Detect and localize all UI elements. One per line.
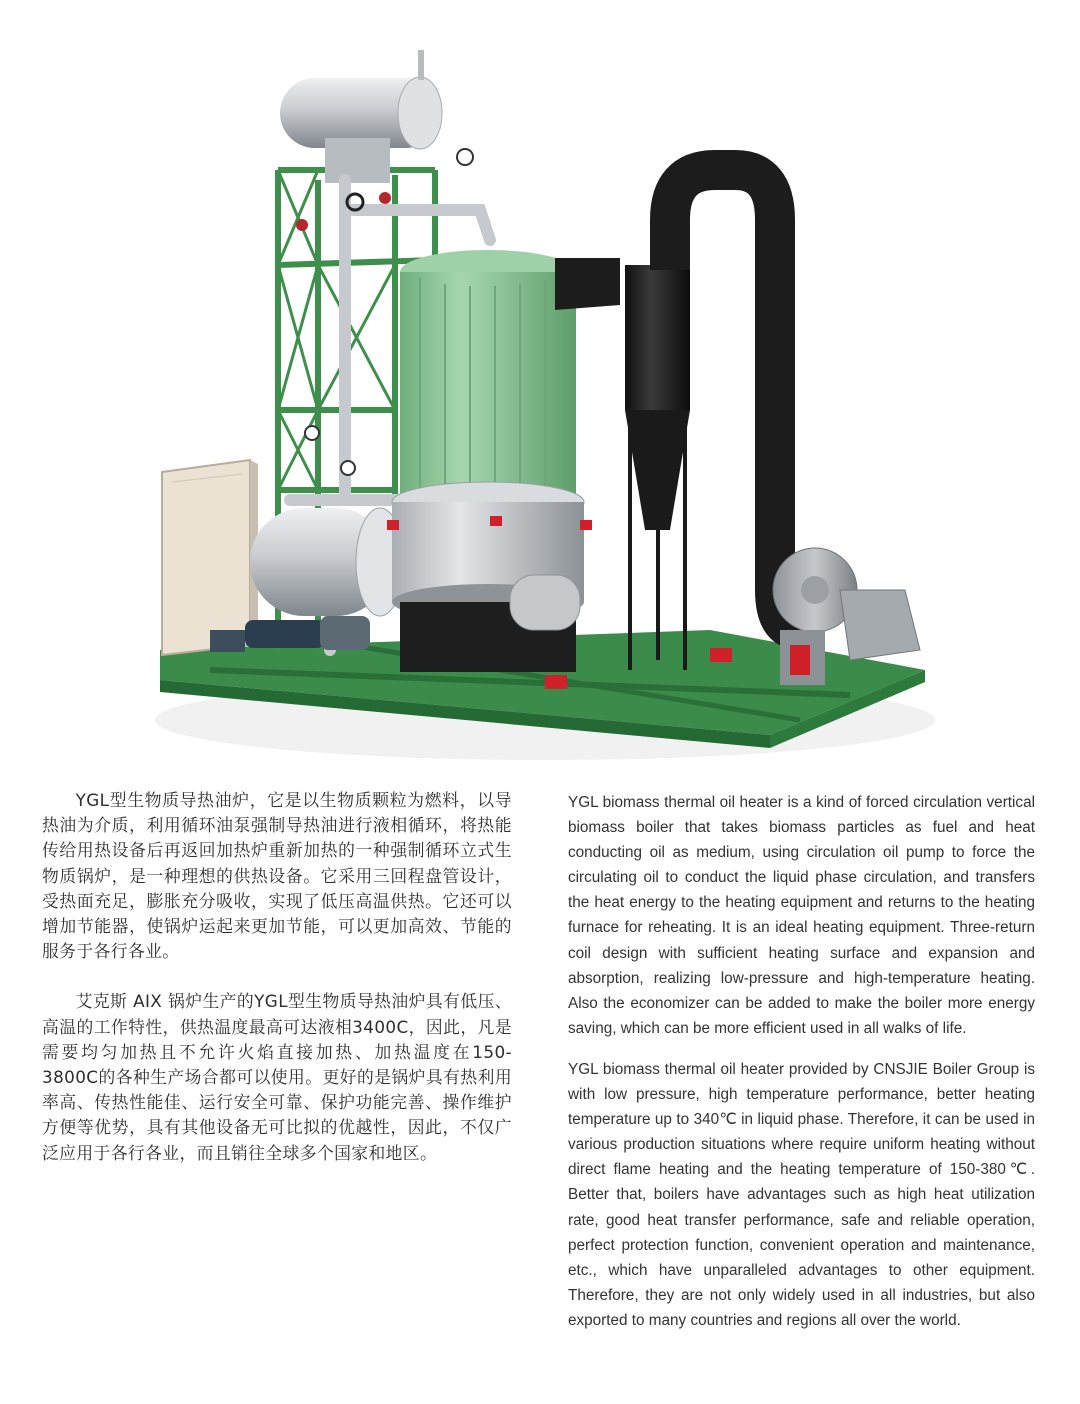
chinese-description [42,788,512,1166]
control-cabinet [162,460,258,655]
english-paragraph-1: YGL biomass thermal oil heater is a kind of forced circulation vertical biomass boiler that takes biomass particles as fuel and heat conducting oil as medium, using circulation oil pump to force the circulating oil to conduct the liquid phase circulation, and transfers the heat energy to the heating equipment and returns to the heating furnace for reheating. It is an ideal heating equipment. Three-return coil design with sufficient heating surface and expansion and absorption, realizing low-pressure and high-temperature heating. Also the economizer can be added to make the boiler more energy saving, which can be more efficient used in all walks of life. [568,794,1035,1037]
storage-tank [250,508,404,616]
english-paragraph-2: YGL biomass thermal oil heater provided by CNSJIE Boiler Group is with low pressure, high temperature performance, better heating temperature up to 340℃ in liquid phase. Therefore, it can be used in various production situations where require uniform heating without direct flame heating and the heating temperature of 150-380℃. Better that, boilers have advantages such as high heat utilization rate, good heat transfer performance, safe and reliable operation, perfect protection function, convenient operation and maintenance, etc., which have unparalleled advantages to other equipment. Therefore, they are not only widely used in all industries, but also exported to many countries and regions all over the world. [568,1060,1035,1329]
expansion-tank [280,50,442,183]
english-description [568,790,1035,1333]
boiler-product-image [150,30,940,770]
chinese-paragraph-2: 艾克斯 AIX 锅炉生产的YGL型生物质导热油炉具有低压、高温的工作特性，供热温度最高可达液相3400C，因此，凡是需要均匀加热且不允许火焰直接加热、加热温度在150-3800C的各种生产场合都可以使用。更好的是锅炉具有热利用率高、传热性能佳、运行安全可靠、保护功能完善、操作维护方便等优势，具有其他设备无可比拟的优越性，因此，不仅广泛应用于各行各业，而且销往全球多个国家和地区。 [42,991,512,1163]
furnace [392,250,584,672]
chinese-paragraph-1: YGL型生物质导热油炉，它是以生物质颗粒为燃料，以导热油为介质，利用循环油泵强制导热油进行液相循环，将热能传给用热设备后再返回加热炉重新加热的一种强制循环立式生物质锅炉，是一种理想的供热设备。它采用三回程盘管设计，受热面充足，膨胀充分吸收，实现了低压高温供热。它还可以增加节能器，使锅炉运起来更加节能，可以更加高效、节能的服务于各行各业。 [42,790,512,962]
